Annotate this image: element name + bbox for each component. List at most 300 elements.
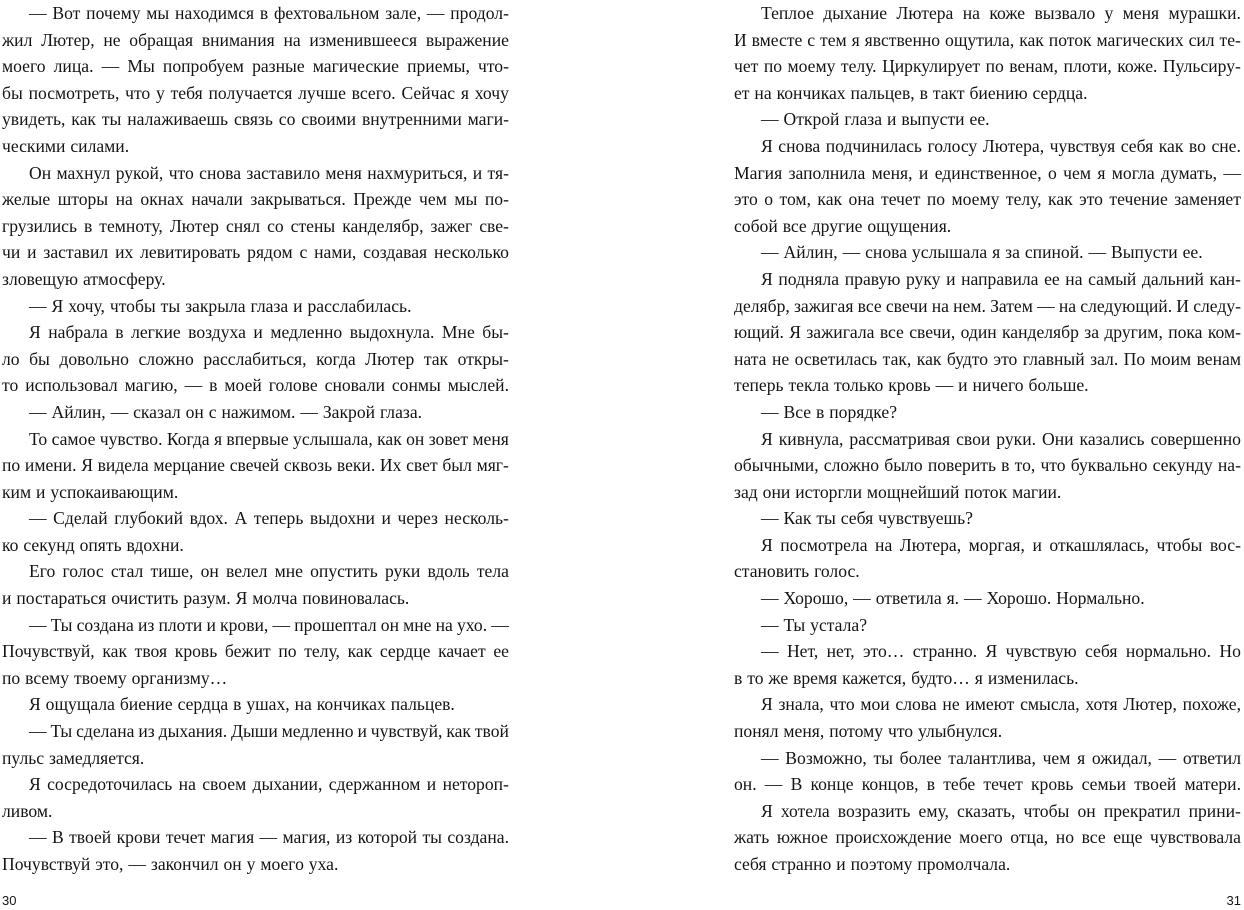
word: буквально [1070,455,1148,476]
word: как [71,109,96,130]
word: что [829,694,855,715]
word: сердца [177,694,229,715]
word: ее [493,641,509,662]
text-line [2,691,509,718]
word: Выпусти [1110,242,1178,263]
word: внутренними [361,109,462,130]
word: странно [771,854,832,874]
word: на [115,189,133,210]
word: сосредоточилась [47,774,173,795]
word: единственное, [934,162,1042,183]
word: коже. [1117,56,1158,77]
text-line [734,479,1241,506]
word: чем [1063,162,1091,183]
word: меня [472,428,509,449]
word: Затем [990,295,1033,316]
word: левитировать [140,242,241,263]
word: — [29,721,47,742]
word: все [879,322,904,343]
word: думать, [1161,162,1218,183]
word: чтобы [1156,534,1203,555]
word: сердце [379,641,431,662]
word: несколько [434,242,509,263]
word: во [1188,135,1206,156]
word: уха. [308,854,339,874]
word: том, [779,189,811,210]
word: своими [301,109,357,130]
text-line [734,319,1241,346]
word: все [857,295,882,316]
word: твой [474,721,509,742]
word: с [299,242,308,263]
word: сделана [76,721,135,742]
word: бы [29,348,50,369]
word: твоему [74,667,127,688]
word: закончил [150,854,219,874]
word: на [875,534,893,555]
word: поверить [927,455,996,476]
word: — [764,774,783,795]
word: на [754,82,772,103]
word: на [294,694,312,715]
word: ты [422,827,442,848]
word: исторгли [795,481,862,502]
word: выдохни [309,508,375,529]
word: И [734,29,747,50]
word: один [960,322,997,343]
word: чувствую [1005,641,1077,662]
word: семьи [1081,774,1127,795]
word: — [935,375,954,396]
text-line [2,505,509,532]
word: ощутила, [945,29,1015,50]
word: и [1032,534,1042,555]
word: голосу [927,135,978,156]
word: попробуем [162,56,244,77]
word: расслабиться, [203,348,307,369]
word: я [460,82,469,103]
text-line [2,372,509,399]
word: прекратил [1103,800,1181,821]
word: ком- [1207,322,1241,343]
word: Ты [50,721,73,742]
word: вдоль [427,561,470,582]
word: и [253,322,263,343]
word: Я [761,534,773,555]
word: самое [51,428,96,449]
word: вызвало [1034,3,1096,23]
word: опять [79,534,122,555]
word: изменившееся [309,29,418,50]
left-page-text [2,0,509,878]
text-line [2,479,509,506]
word: я [213,428,223,449]
word: хотела [780,800,830,821]
word: ее. [969,109,990,130]
text-line [734,213,1241,240]
word: осветилась [794,348,878,369]
word: маги- [467,109,509,130]
word: Хорошо, [783,588,849,609]
word: я [1077,747,1086,768]
word: мы [454,189,478,210]
word: Я [789,322,802,343]
text-line [734,452,1241,479]
word: сил [1188,29,1215,50]
word: как [817,189,843,210]
word: Почувствуй [2,854,91,874]
word: только [834,375,884,396]
word: зале, [385,3,422,23]
word: как [102,641,128,662]
text-line [734,53,1241,80]
word: как [916,348,942,369]
word: и [426,774,437,795]
word: магию, [124,375,178,396]
word: могла [1111,162,1155,183]
word: он [406,428,425,449]
word: легкие [131,322,181,343]
word: плоти [158,614,203,635]
text-line [734,372,1241,399]
word: когда [316,348,356,369]
word: более [899,747,942,768]
text-line [734,851,1241,878]
word: на [1058,295,1077,316]
word: качает [438,641,486,662]
word: же [768,667,789,688]
word: Я [235,588,248,609]
word: Мне [441,322,475,343]
word: пульс [2,747,45,768]
text-line [734,718,1241,745]
word: так, [882,348,912,369]
right-page [734,0,1241,908]
word: рядом [247,242,293,263]
word: хотя [1085,694,1118,715]
word: сновали [324,375,385,396]
text-line [734,638,1241,665]
word: Ты [783,614,806,635]
word: которой [357,827,418,848]
word: — [29,401,47,422]
word: окнах [140,189,184,210]
word: как [347,641,373,662]
text-line [734,771,1241,798]
word: глаза [250,295,289,316]
word: в [816,401,825,422]
word: пока [1168,322,1203,343]
word: казались [1079,428,1145,449]
word: то, [1014,455,1036,476]
word: услышала [911,242,988,263]
word: руку [906,268,941,289]
word: самый [1088,268,1137,289]
text-line [734,665,1241,692]
text-line [2,824,509,851]
text-line [734,691,1241,718]
word: повиновалась. [302,588,410,609]
word: как [1158,135,1184,156]
word: я. [946,588,960,609]
word: — [29,295,47,316]
word: устала? [810,614,868,635]
word: пальцев, [850,82,915,103]
word: находимся [175,3,255,23]
word: не [103,29,121,50]
word: меня, [871,162,913,183]
word: зажигая [793,295,854,316]
word: время [793,667,838,688]
word: — [1158,747,1177,768]
word: чем [419,189,447,210]
word: вос- [1209,534,1241,555]
word: и [472,162,483,183]
text-line [2,585,509,612]
text-line [734,106,1241,133]
word: выражение [425,29,509,50]
left-page [2,0,509,908]
word: мне [274,561,303,582]
word: мощнейший [866,481,960,502]
word: заполнила [788,162,866,183]
word: и [2,588,12,609]
word: посмотрела [780,534,868,555]
word: — [29,3,47,23]
word: ло [2,348,20,369]
word: это… [863,641,905,662]
word: жил [2,29,33,50]
text-line [734,532,1241,559]
text-line [734,585,1241,612]
word: ничего [972,375,1024,396]
text-line [2,638,509,665]
word: кончиках [776,82,846,103]
text-line [2,319,509,346]
word: — [272,614,291,635]
word: те- [1219,29,1241,50]
word: чувствуя [1049,135,1116,156]
word: Хорошо. [986,588,1052,609]
word: зад [734,481,758,502]
text-line [2,80,509,107]
word: кровь [1030,774,1074,795]
word: Лютера, [899,534,962,555]
word: в [83,215,93,236]
text-line [2,612,509,639]
word: биение [119,694,173,715]
word: Лютер, [41,29,95,50]
word: бежит [224,641,271,662]
word: за [1084,322,1100,343]
word: стены [290,215,336,236]
word: — [761,401,779,422]
word: воздуха [188,322,246,343]
word: по [278,641,297,662]
word: и [381,508,391,529]
word: ет [734,82,750,103]
word: что [168,162,194,183]
word: мне [403,614,432,635]
word: я [1097,162,1106,183]
word: собой [734,215,778,236]
word: чи [2,242,21,263]
word: и [918,162,929,183]
word: магии. [1012,481,1062,502]
word: сложно [823,455,880,476]
word: секунд [23,534,75,555]
word: свечи, [909,322,956,343]
text-line [734,27,1241,54]
text-line [2,346,509,373]
word: чувствовала [1150,827,1241,848]
word: кан- [1209,268,1241,289]
word: Сделай [53,508,108,529]
word: — [761,588,779,609]
word: мерцание [153,455,225,476]
word: поток [964,481,1008,502]
text-line [2,532,509,559]
word: мои [860,694,890,715]
word: течение [1109,189,1168,210]
word: дыхании, [252,774,323,795]
word: выпусти [901,109,965,130]
word: на [1065,268,1083,289]
word: мыслей. [447,375,509,396]
text-line [2,665,509,692]
word: обычными, [734,455,819,476]
word: своем [202,774,247,795]
word: магических [1096,29,1184,50]
word: сложно [138,348,194,369]
word: будто… [911,667,970,688]
word: — [761,109,779,130]
text-line [734,346,1241,373]
word: продол- [450,3,509,23]
word: Теплое [761,3,814,23]
word: набрала [48,322,108,343]
word: нетороп- [442,774,509,795]
word: я [974,667,983,688]
word: имеют [965,694,1015,715]
word: Лютер, [1123,694,1177,715]
word: моему [951,189,1000,210]
word: все [782,215,807,236]
word: зловещую [2,268,79,289]
word: моего [959,827,1003,848]
word: — [1088,242,1107,263]
text-line [734,80,1241,107]
text-line [2,771,509,798]
word: начали [191,189,243,210]
word: ответила [875,588,942,609]
text-line [2,239,509,266]
word: вдох. [189,508,228,529]
word: дальний [1141,268,1204,289]
word: — [300,401,318,422]
word: так [423,348,449,369]
word: Их [379,455,402,476]
word: крови [116,827,161,848]
word: подняла [778,268,840,289]
word: моим [1150,348,1192,369]
word: Магия [734,162,783,183]
word: Лютер [169,215,219,236]
word: другие [811,215,863,236]
word: не [942,694,960,715]
word: Как [783,508,812,529]
text-line [2,53,509,80]
word: странно. [912,641,978,662]
word: Они [1042,428,1074,449]
word: дыхание [823,3,888,23]
word: Когда [166,428,210,449]
word: как [446,721,471,742]
text-line [2,0,509,27]
word: организму… [131,667,228,688]
word: канделябр [1002,322,1079,343]
word: Я [29,774,41,795]
word: Но [1219,641,1241,662]
text-line [2,266,509,293]
word: зажигала [806,322,875,343]
word: ческими [2,135,66,156]
word: плоти, [1063,56,1112,77]
word: ющий. [734,322,784,343]
word: больше. [1028,375,1089,396]
word: велел [225,561,268,582]
word: лучше [298,82,346,103]
word: они [762,481,791,502]
word: и [206,614,216,635]
word: Я [81,455,93,476]
word: свечи [885,295,928,316]
word: следующий. [1080,295,1173,316]
word: Лютера, [982,135,1045,156]
word: по [926,189,946,210]
word: такт [932,82,965,103]
word: Я [761,694,773,715]
word: в [919,82,928,103]
word: всего. [351,82,396,103]
word: Я [985,641,998,662]
word: не [771,348,790,369]
word: — [29,614,47,635]
word: Лютер [365,348,415,369]
text-line [2,426,509,453]
word: сонмы [391,375,441,396]
word: из [335,827,353,848]
word: секунду [1152,455,1213,476]
word: прошептал [294,614,377,635]
word: ее. [1182,242,1203,263]
text-line [2,558,509,585]
word: кровь [174,641,218,662]
word: бы [2,82,23,103]
word: из [138,721,155,742]
word: всему [25,667,70,688]
word: течет [165,827,206,848]
word: свет [406,455,438,476]
text-line [2,106,509,133]
word: заменяет [1174,189,1241,210]
word: что [1040,455,1066,476]
word: Почувствуй, [2,641,95,662]
word: ощущала [45,694,115,715]
word: с [807,29,816,50]
word: биению [969,82,1028,103]
word: нормально. [1125,641,1211,662]
